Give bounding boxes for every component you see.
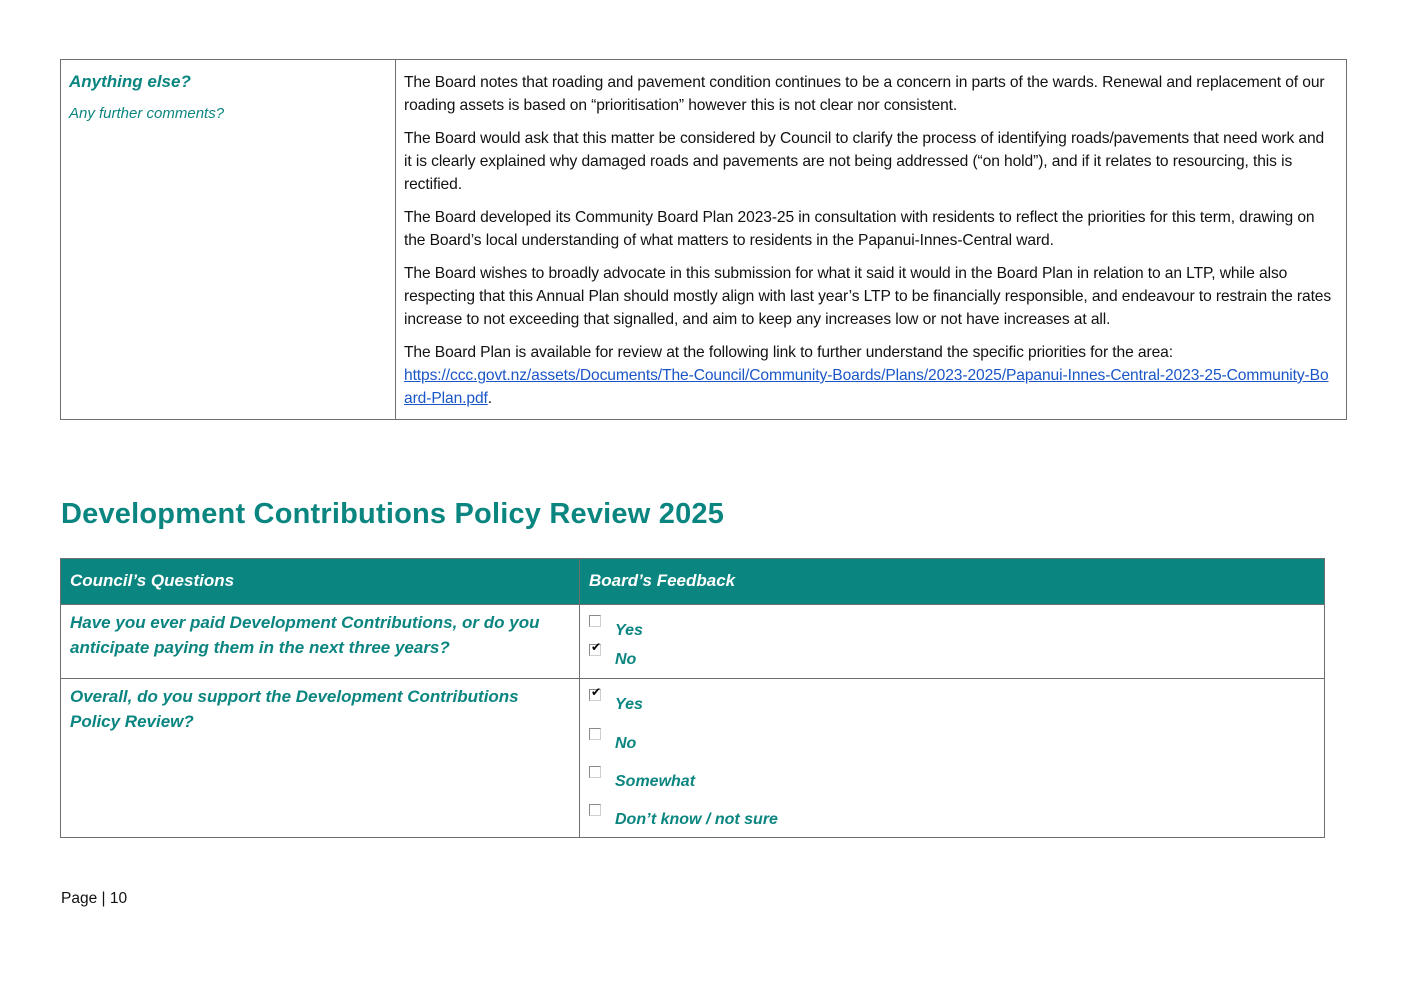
table-row	[61, 60, 1347, 420]
question-cell	[61, 60, 396, 420]
check-icon: ✔	[591, 640, 602, 654]
checkbox-checked[interactable]	[589, 640, 602, 656]
option-label: No	[615, 651, 637, 668]
option-label: Somewhat	[615, 773, 696, 790]
option-yes[interactable]	[589, 613, 1315, 642]
answer-paragraph: The Board would ask that this matter be considered by Council to clarify the process of identifying roads/pavements that need work and it is clearly explained why damaged roads and pavements are not being addressed (“on hold”), and if it relates to resourcing, this is rectified.	[404, 130, 1325, 193]
table-row	[61, 679, 1325, 838]
header-feedback: Board’s Feedback	[580, 559, 1325, 605]
board-plan-link[interactable]: https://ccc.govt.nz/assets/Documents/The-Council/Community-Boards/Plans/2023-2025/Papanui-Innes-Central-2023-25-Community-Board-Plan.pdf	[404, 367, 1329, 407]
question-text: Overall, do you support the Development Contributions Policy Review?	[61, 679, 580, 838]
option-somewhat[interactable]	[589, 764, 1315, 802]
check-icon: ✔	[591, 685, 602, 699]
option-no[interactable]	[589, 642, 1315, 673]
development-contributions-table	[60, 558, 1325, 838]
options-cell	[580, 605, 1325, 679]
checkbox[interactable]	[589, 615, 601, 627]
options-cell	[580, 679, 1325, 838]
checkbox[interactable]	[589, 766, 601, 778]
checkbox-checked[interactable]	[589, 685, 602, 701]
option-label: Don’t know / not sure	[615, 811, 778, 828]
option-label: Yes	[615, 622, 643, 639]
table-row	[61, 605, 1325, 679]
answer-paragraph-with-link	[404, 341, 1334, 410]
answer-paragraph: The Board developed its Community Board Plan 2023-25 in consultation with residents to reflect the priorities for this term, drawing on the Board’s local understanding of what matters to residents in the Papanui-Innes-Central ward.	[404, 209, 1315, 249]
question-title: Anything else?	[69, 72, 191, 91]
answer-paragraph: The Board wishes to broadly advocate in this submission for what it said it would in the Board Plan in relation to an LTP, while also respecting that this Annual Plan should mostly align with last year’s LTP to be financially responsible, and endeavour to restrain the rates increase to not exceeding that signalled, and aim to keep any increases low or not have increases at all.	[404, 265, 1332, 328]
page-number: Page | 10	[61, 890, 128, 907]
question-text: Have you ever paid Development Contributions, or do you anticipate paying them in the next three years?	[61, 605, 580, 679]
question-subtitle: Any further comments?	[69, 105, 225, 122]
option-dont-know[interactable]	[589, 802, 1315, 832]
option-label: Yes	[615, 696, 643, 713]
option-label: No	[615, 735, 637, 752]
checkbox[interactable]	[589, 804, 601, 816]
section-heading: Development Contributions Policy Review 2025	[61, 498, 725, 530]
option-yes[interactable]	[589, 687, 1315, 726]
table-header-row	[61, 559, 1325, 605]
anything-else-table	[60, 59, 1347, 420]
option-no[interactable]	[589, 726, 1315, 764]
answer-paragraph: The Board notes that roading and pavement condition continues to be a concern in parts of the wards. Renewal and replacement of our roading assets is based on “prioritisation” however this is not clear nor consistent.	[404, 74, 1325, 114]
link-suffix: .	[487, 390, 492, 407]
answer-cell	[396, 60, 1347, 420]
checkbox[interactable]	[589, 728, 601, 740]
header-questions: Council’s Questions	[61, 559, 580, 605]
link-intro-text: The Board Plan is available for review at the following link to further understand the specific priorities for the area:	[404, 344, 1173, 361]
